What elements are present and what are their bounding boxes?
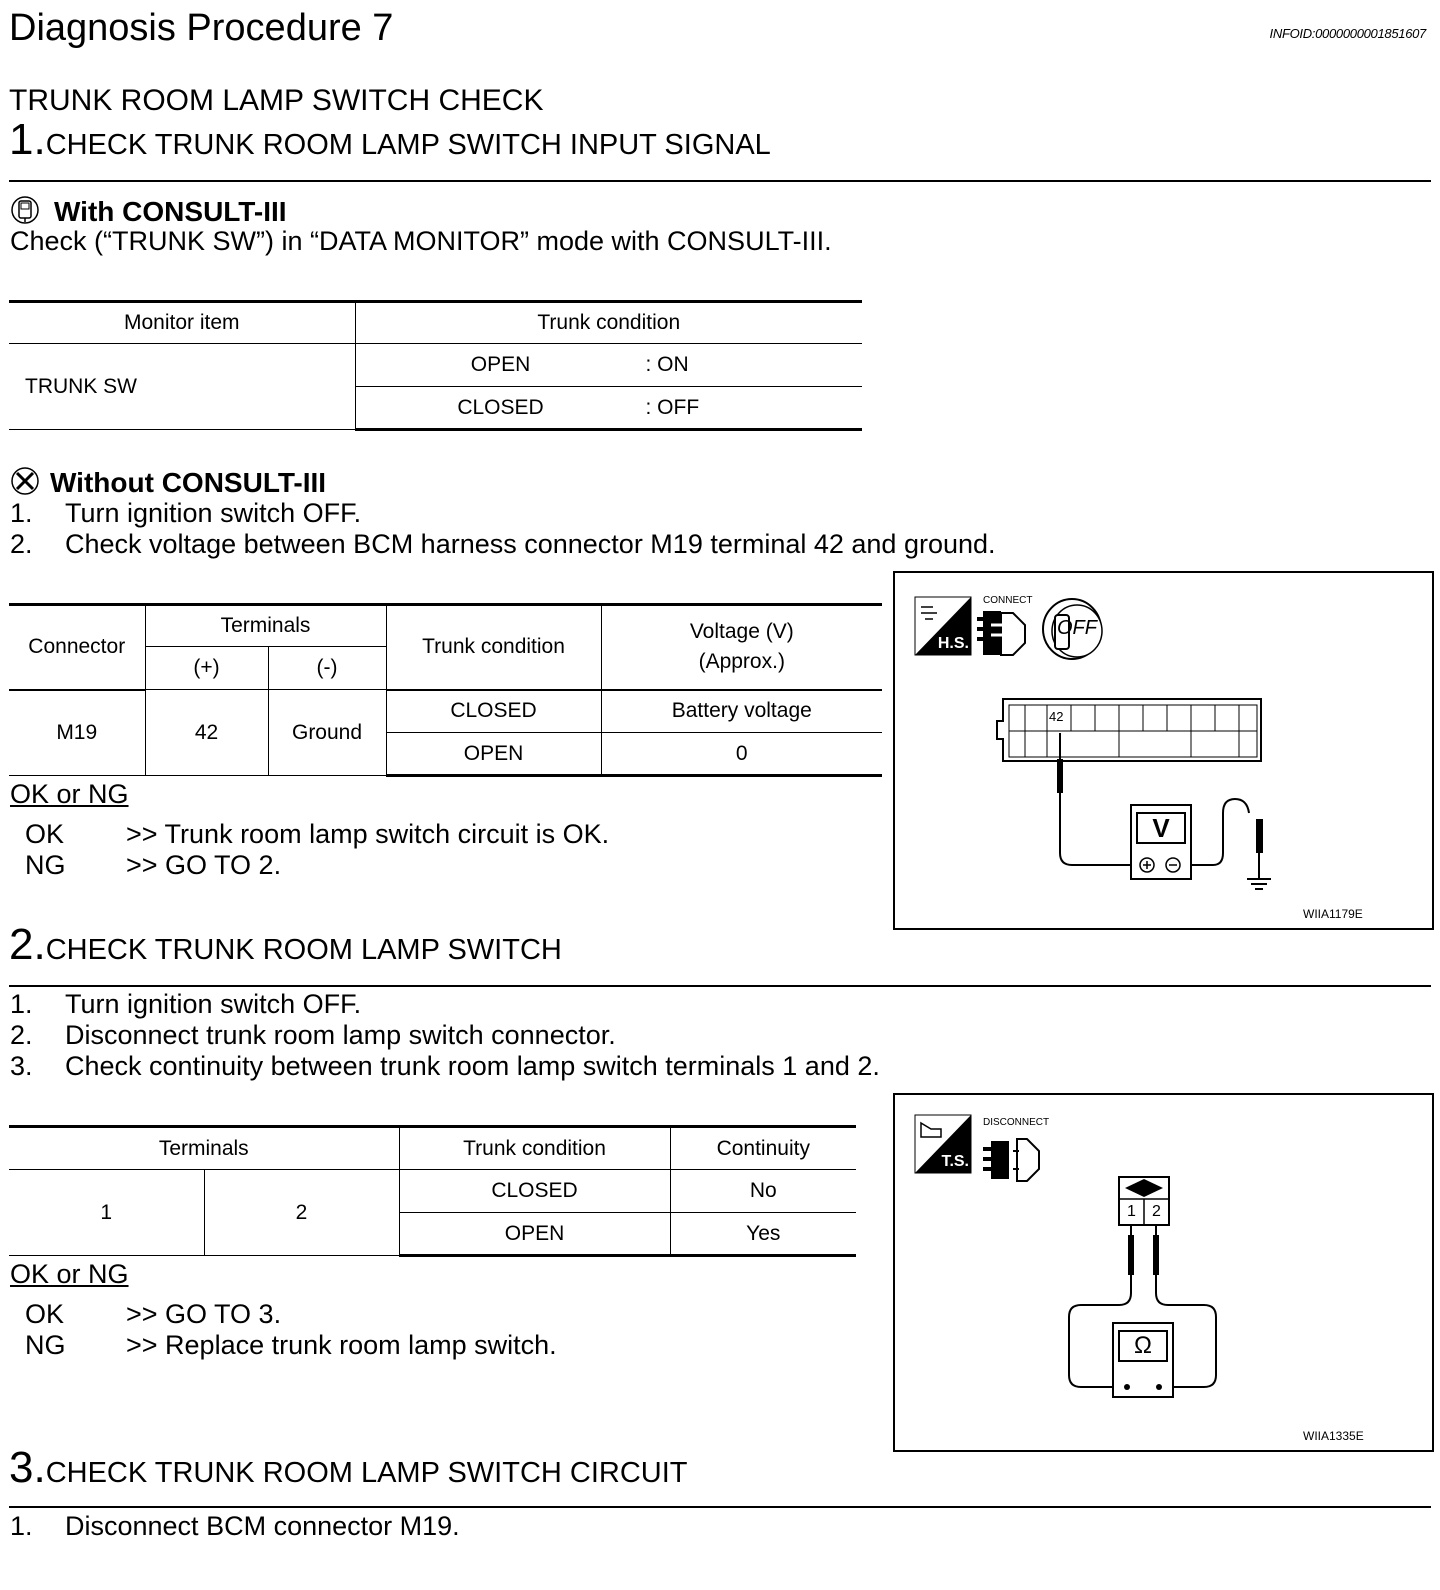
table-row	[9, 690, 882, 733]
step-1-title: CHECK TRUNK ROOM LAMP SWITCH INPUT SIGNAL	[45, 129, 771, 161]
trunk-condition-header: Trunk condition	[386, 605, 601, 690]
ng-result: NG >> Replace trunk room lamp switch.	[25, 1330, 557, 1360]
value-cell: : OFF	[645, 395, 700, 419]
ts-label: T.S.	[941, 1153, 969, 1170]
terminal-plus-header: (+)	[145, 647, 268, 690]
monitor-item-cell: TRUNK SW	[9, 344, 355, 430]
step-2-title: CHECK TRUNK ROOM LAMP SWITCH	[45, 934, 562, 966]
step-3-heading	[9, 1443, 688, 1493]
continuity-header: Continuity	[670, 1127, 856, 1170]
disconnect-icon	[983, 1139, 1039, 1181]
voltage-check-figure	[893, 571, 1434, 930]
voltage-table	[9, 603, 882, 777]
table-row	[355, 387, 862, 430]
voltage-header: Voltage (V) (Approx.)	[601, 605, 882, 690]
step-2-heading	[9, 920, 562, 970]
ok-or-ng-heading: OK or NG	[10, 779, 129, 809]
continuity-cell: No	[670, 1170, 856, 1213]
voltage-cell: 0	[601, 733, 882, 776]
hs-label: H.S.	[937, 635, 969, 652]
figure-code: WIIA1179E	[1303, 907, 1363, 921]
connector-header: Connector	[9, 605, 145, 690]
connect-label: CONNECT	[983, 595, 1033, 606]
section-title: TRUNK ROOM LAMP SWITCH CHECK	[9, 84, 544, 117]
terminal-a-cell: 1	[9, 1170, 204, 1256]
monitor-table	[9, 300, 862, 431]
ok-result: OK >> GO TO 3.	[25, 1299, 282, 1329]
table-row	[355, 344, 862, 387]
page-title: Diagnosis Procedure 7	[9, 7, 394, 49]
list-item: 1. Disconnect BCM connector M19.	[10, 1511, 460, 1541]
connect-icon	[977, 611, 1025, 655]
connector-cell: M19	[9, 690, 145, 776]
terminal-b-cell: 2	[204, 1170, 399, 1256]
trunk-condition-header: Trunk condition	[355, 302, 862, 344]
condition-cell: OPEN	[399, 1213, 670, 1256]
list-item: 2. Disconnect trunk room lamp switch connector.	[10, 1020, 616, 1050]
continuity-check-figure	[893, 1093, 1434, 1452]
terminal-minus-header: (-)	[268, 647, 386, 690]
condition-cell: CLOSED	[457, 395, 544, 419]
with-consult-label: With CONSULT-III	[54, 196, 287, 228]
condition-cell: OPEN	[470, 353, 531, 376]
ohmmeter-label: Ω	[1134, 1332, 1152, 1359]
trunk-condition-header: Trunk condition	[399, 1127, 670, 1170]
terminals-header: Terminals	[9, 1127, 399, 1170]
step-1-number: 1.	[9, 115, 46, 164]
step-3-number: 3.	[9, 1443, 46, 1492]
list-item: 2. Check voltage between BCM harness connector M19 terminal 42 and ground.	[10, 529, 996, 559]
step-1-heading	[9, 115, 771, 165]
terminal-plus-cell: 42	[145, 690, 268, 776]
ok-result: OK >> Trunk room lamp switch circuit is OK.	[25, 819, 610, 849]
table-row	[9, 1170, 856, 1213]
terminals-header: Terminals	[145, 605, 386, 647]
terminal-1-label: 1	[1127, 1203, 1136, 1220]
step-2-number: 2.	[9, 920, 46, 969]
list-item: 1. Turn ignition switch OFF.	[10, 498, 362, 528]
continuity-table	[9, 1125, 856, 1257]
info-id: INFOID:0000000001851607	[1269, 26, 1426, 41]
continuity-cell: Yes	[670, 1213, 856, 1256]
step-3-title: CHECK TRUNK ROOM LAMP SWITCH CIRCUIT	[45, 1457, 688, 1489]
list-item: 1. Turn ignition switch OFF.	[10, 989, 362, 1019]
without-consult-label: Without CONSULT-III	[50, 467, 327, 499]
condition-cell: CLOSED	[399, 1170, 670, 1213]
terminal-minus-cell: Ground	[268, 690, 386, 776]
terminal-42-label: 42	[1049, 709, 1064, 724]
monitor-item-header: Monitor item	[9, 302, 355, 344]
condition-cell: CLOSED	[386, 690, 601, 733]
voltmeter-label: V	[1152, 813, 1170, 843]
ok-or-ng-heading: OK or NG	[10, 1259, 129, 1289]
with-consult-text: Check (“TRUNK SW”) in “DATA MONITOR” mode with CONSULT-III.	[10, 226, 832, 256]
step-1-rule	[9, 180, 1431, 182]
ng-result: NG >> GO TO 2.	[25, 850, 282, 880]
bcm-connector-m19	[997, 699, 1261, 761]
disconnect-label: DISCONNECT	[983, 1117, 1050, 1128]
condition-cell: OPEN	[386, 733, 601, 776]
figure-code: WIIA1335E	[1303, 1429, 1364, 1443]
step-2-rule	[9, 985, 1431, 987]
step-3-rule	[9, 1506, 1431, 1508]
list-item: 3. Check continuity between trunk room lamp switch terminals 1 and 2.	[10, 1051, 880, 1081]
terminal-2-label: 2	[1152, 1203, 1161, 1220]
value-cell: : ON	[645, 353, 689, 376]
voltage-cell: Battery voltage	[601, 690, 882, 733]
off-label: OFF	[1057, 617, 1097, 639]
